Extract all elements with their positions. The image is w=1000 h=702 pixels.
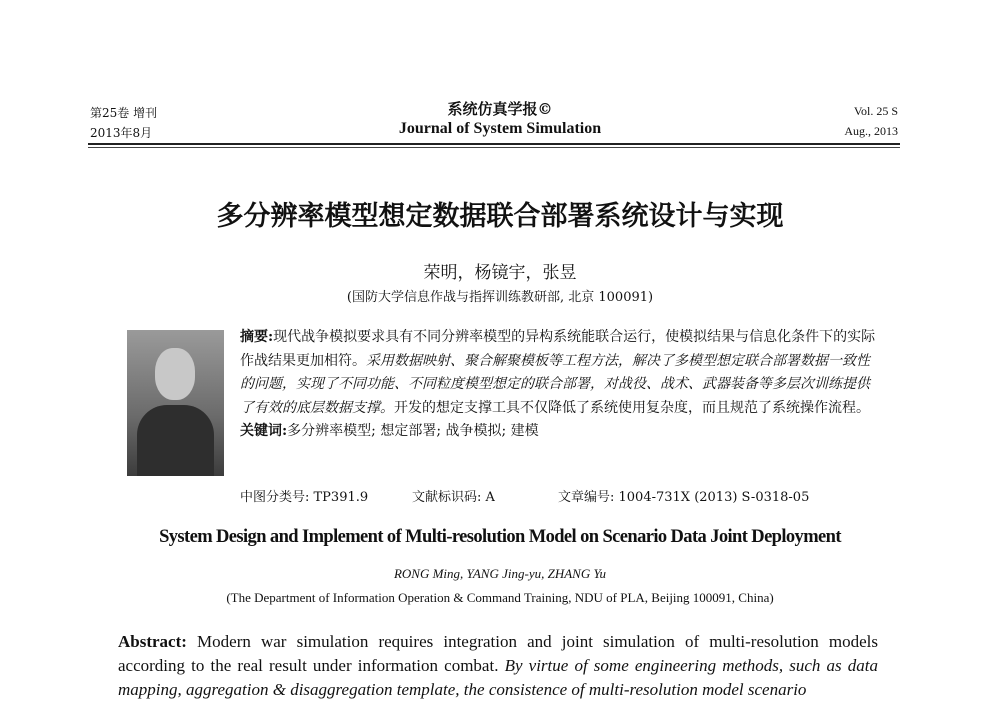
paper-title-en: System Design and Implement of Multi-resolution Model on Scenario Data Joint Deployment (159, 527, 841, 547)
abstract-cn (240, 326, 880, 444)
journal-title-en: Journal of System Simulation (398, 120, 602, 137)
affiliation-en: (The Department of Information Operation & Command Training, NDU of PLA, Beijing 100091, China) (226, 590, 774, 605)
volume-en: Vol. 25 S (853, 104, 898, 118)
article-number: 文章编号: 1004-731X (2013) S-0318-05 (558, 490, 810, 505)
affiliation-cn: (国防大学信息作战与指挥训练教研部, 北京 100091) (346, 290, 654, 305)
date-en: Aug., 2013 (844, 124, 898, 138)
volume-cn: 第25卷 增刊 (90, 106, 158, 120)
date-cn: 2013年8月 (90, 126, 153, 140)
clc-number: 中图分类号: TP391.9 (240, 490, 369, 505)
abstract-cn-text-1: 现代战争模拟要求具有不同分辨率模型的异构系统能联合运行，使模拟结果与信息化条件下的实际作战结果更加相符。 (240, 329, 876, 369)
author-photo (127, 330, 224, 476)
keywords-cn: 多分辨率模型; 想定部署; 战争模拟; 建模 (287, 423, 539, 439)
authors-en: RONG Ming, YANG Jing-yu, ZHANG Yu (393, 566, 607, 581)
abstract-en-text-2: By virtue of some engineering methods, such as data mapping, aggregation & disaggregation template, the consistence of multi-resolution model scenario (118, 656, 879, 699)
authors-cn: 荣明，杨镜宇，张昱 (423, 263, 577, 283)
abstract-cn-text-3: 开发的想定支撑工具不仅降低了系统使用复杂度，而且规范了系统操作流程。 (394, 399, 870, 416)
abstract-en (118, 630, 878, 702)
journal-title-cn: 系统仿真学报© (447, 100, 553, 118)
abstract-en-text-1: Modern war simulation requires integration and joint simulation of multi-resolution models according to the real result under information combat. (118, 632, 878, 675)
header-rule (88, 143, 900, 145)
abstract-en-label: Abstract: (118, 632, 187, 651)
abstract-cn-text-2: 采用数据映射、聚合解聚模板等工程方法，解决了多模型想定联合部署数据一致性的问题，实现了不同功能、不同粒度模型想定的联合部署，对战役、战术、武器装备等多层次训练提供了有效的底层数据支撑。 (240, 352, 870, 416)
document-code: 文献标识码: A (412, 490, 495, 505)
paper-title-cn: 多分辨率模型想定数据联合部署系统设计与实现 (216, 201, 784, 232)
keywords-label: 关键词: (240, 423, 288, 439)
header-rule-thin (88, 147, 900, 148)
abstract-cn-label: 摘要: (240, 329, 274, 345)
